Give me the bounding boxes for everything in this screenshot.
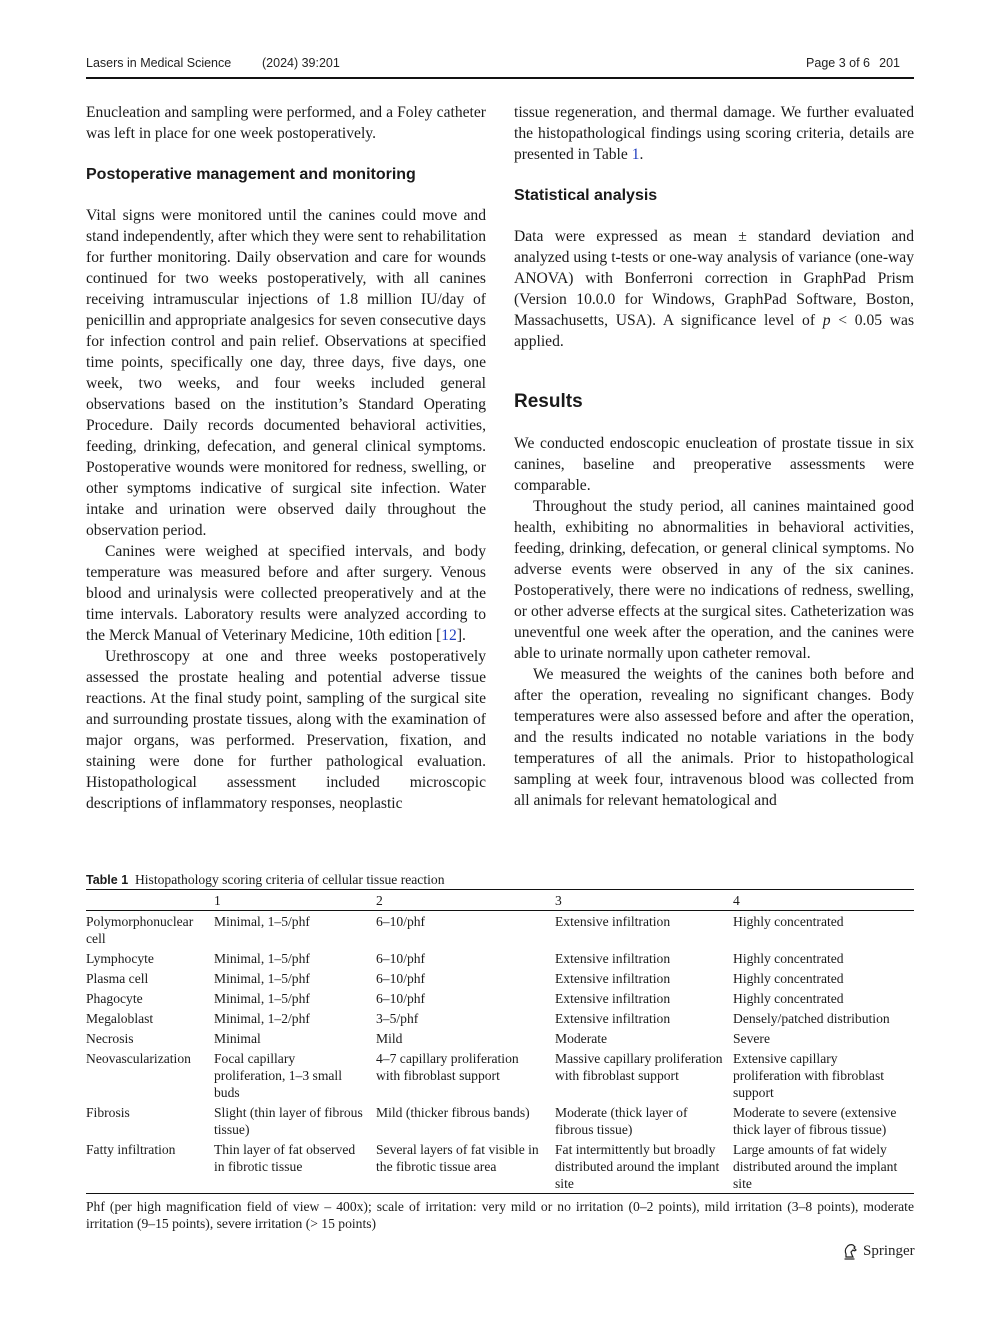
table-cell: Large amounts of fat widely distributed around the implant site [733,1141,898,1191]
table-cell: Moderate (thick layer of fibrous tissue) [555,1104,688,1137]
paragraph-text: Data were expressed as mean ± standard deviation and analyzed using t-tests or one-way analysis of variance (one-way ANOVA) with Bonferroni correction in GraphPad Prism (Version 10.0.0 for Windows, GraphPad Software, Boston, Massachusetts, USA). A significance level of [514,228,914,329]
scoring-table [86,889,914,1194]
table-cell: Several layers of fat visible in the fibrotic tissue area [376,1141,539,1174]
table-cell: Extensive capillary proliferation with fibroblast support [733,1050,885,1100]
table-footnote: Phf (per high magnification field of view – 400x); scale of irritation: very mild or no irritation (0–2 points), mild irritation (3–8 points), moderate irritation (9–15 points), severe irritation (> 15 points) [86,1199,914,1231]
table-title: Histopathology scoring criteria of cellular tissue reaction [134,872,445,887]
paragraph [514,102,914,165]
table-cell: Fat intermittently but broadly distributed around the implant site [555,1141,720,1191]
row-label-cell: Phagocyte [86,990,143,1006]
paragraph-text: < 0.05 was applied. [514,312,915,350]
table-cell: Minimal, 1–5/phf [214,950,310,966]
row-label-cell: Necrosis [86,1030,134,1046]
column-header: 1 [214,893,221,908]
article-number: 201 [879,56,900,70]
paragraph-text: . [639,146,644,163]
left-column [86,102,486,814]
row-label-cell: Fibrosis [86,1104,130,1120]
section-heading-results: Results [514,391,583,412]
table-cell: Slight (thin layer of fibrous tissue) [214,1104,363,1137]
table-cell: 6–10/phf [376,970,426,986]
table-cell: 3–5/phf [376,1010,419,1026]
table-label: Table 1 [86,873,129,887]
table-row [86,1048,914,1102]
table-cell: Severe [733,1030,770,1046]
table-caption [86,871,914,889]
table-row [86,1102,914,1139]
table-cell: 6–10/phf [376,990,426,1006]
page-number: Page 3 of 6 [806,56,870,70]
header-rule [86,77,914,79]
table-cell: Minimal [214,1030,261,1046]
table-cell: Moderate [555,1030,608,1046]
citation-link[interactable]: 12 [441,627,457,644]
table-cell: Highly concentrated [733,970,844,986]
row-label-cell: Lymphocyte [86,950,154,966]
row-label-cell: Plasma cell [86,970,149,986]
right-column [514,102,914,811]
springer-knight-icon [843,1243,858,1260]
p-symbol: p [822,312,831,329]
table-row [86,1028,914,1048]
table-cell: Extensive infiltration [555,950,671,966]
table-cell: Extensive infiltration [555,970,671,986]
table-cell: Mild (thicker fibrous bands) [376,1104,530,1120]
row-label-cell: Polymorphonuclear cell [86,913,194,946]
table-cell: Highly concentrated [733,913,844,929]
paragraph-text: ]. [456,627,466,644]
row-label-cell: Fatty infiltration [86,1141,176,1157]
paragraph: Vital signs were monitored until the canines could move and stand independently, after which they were sent to rehabilitation for further monitoring. Daily observation and care for wounds continued for two weeks postoperatively, with all canines receiving intramuscular injections of 1.8 million IU/day of penicillin and appropriate analgesics for seven consecutive days for infection control and pain relief. Observations at specified time points, specifically one day, three days, five days, one week, two weeks, and four weeks included general observations based on the institution’s Standard Operating Procedure. Daily records documented behavioral activities, feeding, drinking, defecation, and general clinical symptoms. Postoperative wounds were monitored for redness, swelling, or other symptoms indicative of surgical site infection. Water intake and urination were observed daily throughout the observation period. [86,207,486,539]
publisher-name: Springer [863,1243,915,1259]
volume-info: (2024) 39:201 [262,56,340,70]
table-row [86,988,914,1008]
table-cell: Extensive infiltration [555,913,671,929]
table-cell: Densely/patched distribution [733,1010,890,1026]
table-row [86,911,914,949]
table-cell: Extensive infiltration [555,1010,671,1026]
table-cell: Mild [376,1030,403,1046]
paragraph: Enucleation and sampling were performed, and a Foley catheter was left in place for one week postoperatively. [86,104,486,142]
publisher-logo [843,1243,915,1260]
column-header: 3 [555,893,562,908]
row-label-cell: Megaloblast [86,1010,154,1026]
journal-name: Lasers in Medical Science [86,56,232,70]
table-cell: Moderate to severe (extensive thick layer of fibrous tissue) [733,1104,897,1137]
table-cell: Minimal, 1–5/phf [214,913,310,929]
table-header-row [86,890,914,911]
table-cell: Highly concentrated [733,990,844,1006]
table-cell: Massive capillary proliferation with fibroblast support [555,1050,723,1083]
paragraph: Urethroscopy at one and three weeks postoperatively assessed the prostate healing and potential adverse tissue reactions. At the final study point, sampling of the surgical site and surrounding prostate tissues, along with the examination of major organs, was performed. Preservation, fixation, and staining were done for further pathological evaluation. Histopathological assessment included microscopic descriptions of inflammatory responses, neoplastic [86,648,486,812]
table-cell: Focal capillary proliferation, 1–3 small buds [214,1050,342,1100]
paragraph: We conducted endoscopic enucleation of prostate tissue in six canines, baseline and preoperative assessments were comparable. [514,435,914,494]
table-1 [86,871,914,1232]
table-row [86,1008,914,1028]
table-cell: Extensive infiltration [555,990,671,1006]
paragraph: Throughout the study period, all canines maintained good health, exhibiting no abnormalities in behavioral activities, feeding, drinking, defecation, or general clinical symptoms. No adverse events were observed in any of the six canines. Postoperatively, there were no indications of redness, swelling, or other adverse effects at the surgical sites. Catheterization was uneventful one week after the operation, and the canines were able to urinate normally upon catheter removal. [514,498,914,662]
table-cell: 6–10/phf [376,950,426,966]
table-cell: Minimal, 1–5/phf [214,970,310,986]
paragraph: We measured the weights of the canines both before and after the operation, revealing no significant changes. Body temperatures were also assessed before and after the operation, and the results indicated no notable variations in the body temperatures of all the animals. Prior to histopathological sampling at week four, intravenous blood was collected from all animals for relevant hematological and [514,666,914,809]
row-label-cell: Neovascularization [86,1050,191,1066]
paragraph-text: tissue regeneration, and thermal damage. We further evaluated the histopathological findings using scoring criteria, details are presented in Table [514,104,914,163]
column-header [86,890,214,911]
table-cell: Minimal, 1–2/phf [214,1010,310,1026]
column-header: 4 [733,893,740,908]
section-heading-statistical-analysis: Statistical analysis [514,187,658,204]
running-header [86,56,914,76]
table-row [86,968,914,988]
section-heading-postoperative: Postoperative management and monitoring [86,166,416,183]
table-cell: 4–7 capillary proliferation with fibroblast support [376,1050,519,1083]
table-cell: Thin layer of fat observed in fibrotic tissue [214,1141,356,1174]
paragraph-text: Canines were weighed at specified intervals, and body temperature was measured before and after surgery. Venous blood and urinalysis were collected preoperatively and at the time intervals. Laboratory results were analyzed according to the Merck Manual of Veterinary Medicine, 10th edition [ [86,543,486,644]
paragraph [514,226,914,352]
table-link[interactable]: 1 [631,146,640,163]
table-cell: Minimal, 1–5/phf [214,990,310,1006]
table-row [86,1139,914,1194]
paragraph [86,541,486,646]
column-header: 2 [376,893,383,908]
table-row [86,948,914,968]
table-cell: 6–10/phf [376,913,426,929]
table-cell: Highly concentrated [733,950,844,966]
